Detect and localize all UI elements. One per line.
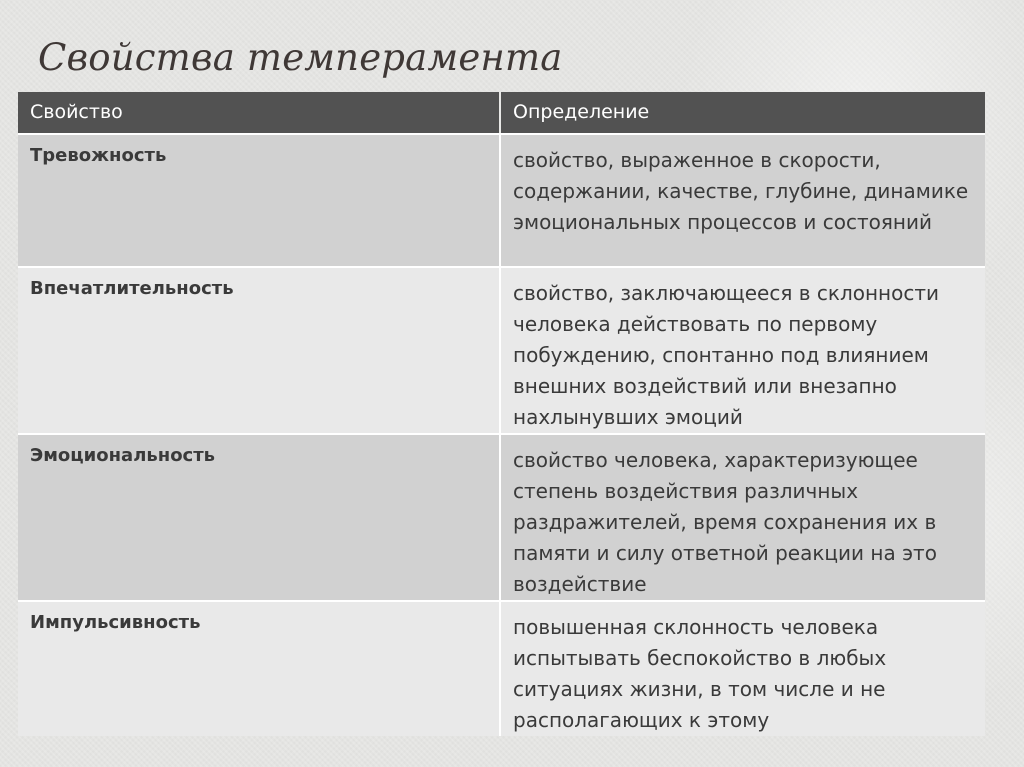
property-cell: Импульсивность	[18, 600, 501, 736]
table-row	[18, 133, 985, 266]
definition-cell: свойство человека, характеризующее степень воздействия различных раздражителей, время сохранения их в памяти и силу ответной реакции на это воздействие	[501, 433, 985, 600]
property-cell: Тревожность	[18, 133, 501, 266]
column-header-definition: Определение	[501, 92, 985, 133]
property-cell: Впечатлительность	[18, 266, 501, 433]
definition-cell: повышенная склонность человека испытывать беспокойство в любых ситуациях жизни, в том числе и не располагающих к этому	[501, 600, 985, 736]
properties-table	[18, 92, 985, 736]
definition-cell: свойство, выраженное в скорости, содержании, качестве, глубине, динамике эмоциональных процессов и состояний	[501, 133, 985, 266]
table-header-row	[18, 92, 985, 133]
table-row	[18, 600, 985, 736]
slide-title: Свойства темперамента	[38, 36, 563, 79]
column-header-property: Свойство	[18, 92, 501, 133]
definition-cell: свойство, заключающееся в склонности человека действовать по первому побуждению, спонтанно под влиянием внешних воздействий или внезапно нахлынувших эмоций	[501, 266, 985, 433]
table-row	[18, 266, 985, 433]
property-cell: Эмоциональность	[18, 433, 501, 600]
table-row	[18, 433, 985, 600]
